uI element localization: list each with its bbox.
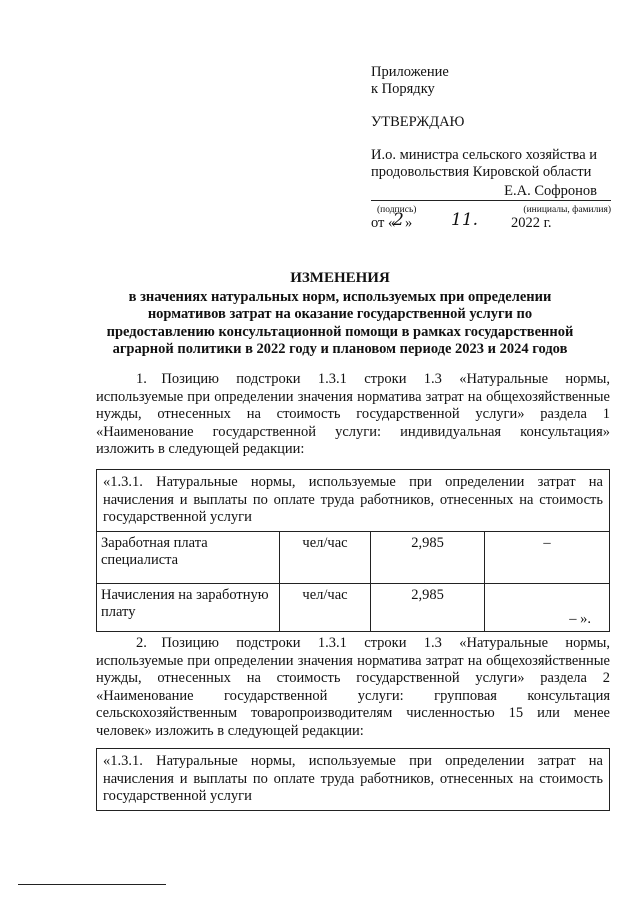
date-year: 2022 г. <box>511 215 552 231</box>
title-subtitle: в значениях натуральных норм, используемых при определении нормативов затрат на оказание государственной услуги по предоставлению консультационной помощи в рамках государственной аграрной политики в 2022 году и плановом периоде 2023 и 2024 годов <box>106 288 574 357</box>
norms-table-1 <box>96 469 610 632</box>
document-title <box>100 270 580 359</box>
date-day-handwritten: 2 <box>393 210 404 230</box>
row-name: Начисления на заработную плату <box>101 586 269 621</box>
table-2-heading: «1.3.1. Натуральные нормы, используемые при определении затрат на начисления и выплаты по оплате труда работников, отнесенных на стоимость государственной услуги <box>103 753 603 805</box>
table-row <box>97 583 609 631</box>
row-extra <box>484 584 609 631</box>
row-value: 2,985 <box>370 532 484 583</box>
row-unit: чел/час <box>279 584 370 631</box>
approver-position-line2: продовольствия Кировской области <box>371 164 592 180</box>
paragraph-1-text: 1. Позицию подстроки 1.3.1 строки 1.3 «Натуральные нормы, используемые при определении значения норматива затрат на общехозяйственные нужды, отнесенных на стоимость государственной услуги» раздела 1 «Наименование государственной услуги: индивидуальная консультация» изложить в следующей редакции: <box>96 371 610 458</box>
paragraph-1 <box>96 371 610 459</box>
name-caption: (инициалы, фамилия) <box>523 205 611 215</box>
table-1-heading: «1.3.1. Натуральные нормы, используемые при определении затрат на начисления и выплаты по оплате труда работников, отнесенных на стоимость государственной услуги <box>97 470 609 532</box>
date-prefix: от « <box>371 215 396 231</box>
row-extra-text: – ». <box>569 611 591 628</box>
approve-stamp-text: УТВЕРЖДАЮ <box>371 114 465 130</box>
paragraph-2 <box>96 635 610 741</box>
signature-caption: (подпись) <box>377 205 417 215</box>
row-value: 2,985 <box>370 584 484 631</box>
table-row <box>97 532 609 583</box>
footnote-separator <box>18 884 166 885</box>
row-name: Заработная плата специалиста <box>101 534 208 569</box>
appendix-label: Приложение <box>371 64 449 80</box>
approver-position-line1: И.о. министра сельского хозяйства и <box>371 147 598 163</box>
row-unit: чел/час <box>279 532 370 583</box>
signatory-name: Е.А. Софронов <box>504 183 597 199</box>
approval-block <box>371 64 611 233</box>
appendix-reference: к Порядку <box>371 81 435 97</box>
row-extra: – <box>484 532 609 583</box>
title-heading: ИЗМЕНЕНИЯ <box>290 270 390 286</box>
signature-captions <box>371 201 611 214</box>
norms-table-2 <box>96 748 610 811</box>
signature-row <box>371 183 611 201</box>
date-month-handwritten: 11. <box>451 210 479 230</box>
paragraph-2-text: 2. Позицию подстроки 1.3.1 строки 1.3 «Натуральные нормы, используемые при определении значения норматива затрат на общехозяйственные нужды, отнесенных на стоимость государственной услуги» раздела 2 «Наименование государственной услуги: групповая консультация сельскохозяйственным товаропроизводителям численностью 15 или менее человек» изложить в следующей редакции: <box>96 635 610 739</box>
date-quote-close: » <box>405 215 413 231</box>
